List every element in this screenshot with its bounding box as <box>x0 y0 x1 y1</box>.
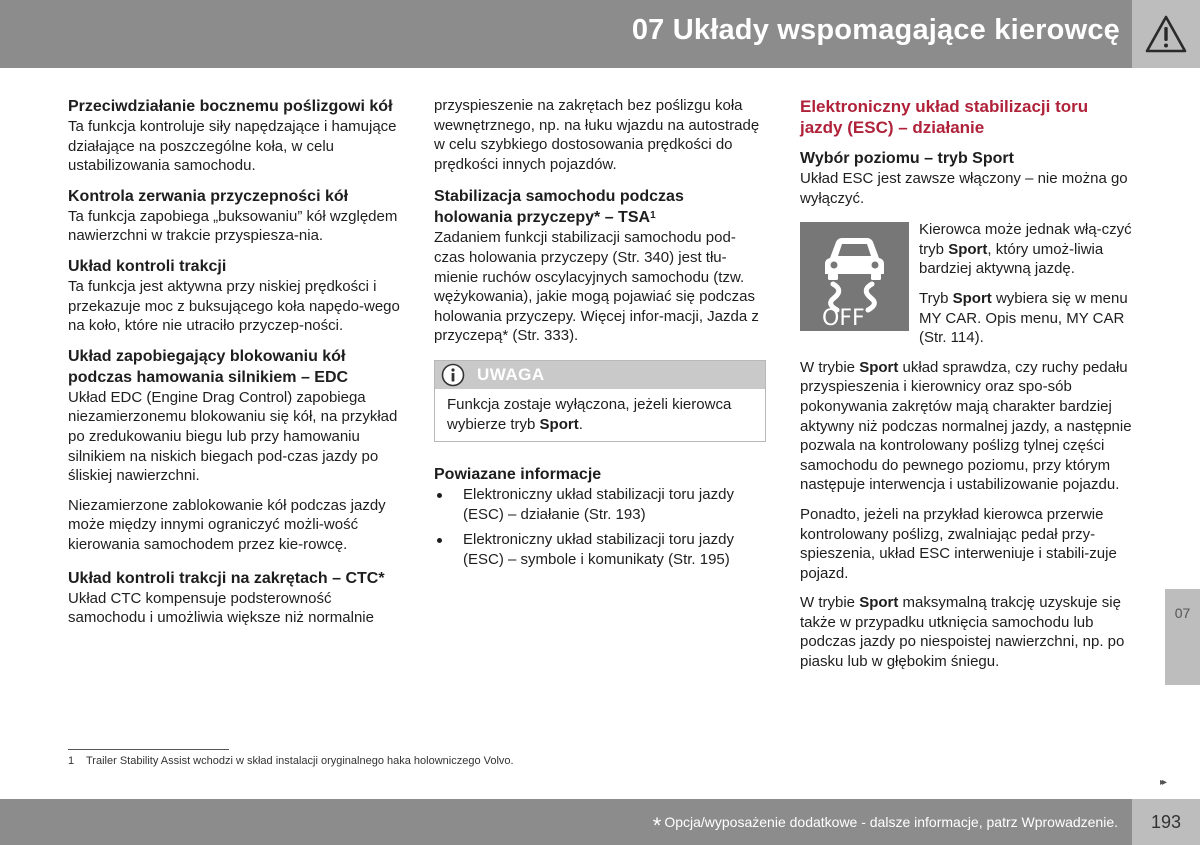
section-title: Przeciwdziałanie bocznemu poślizgowi kół <box>68 98 393 115</box>
footer-text: Opcja/wyposażenie dodatkowe - dalsze informacje, patrz Wprowadzenie. <box>664 814 1118 830</box>
text-run-bold: Sport <box>859 594 899 612</box>
section-body <box>800 358 1132 495</box>
section-body: Ta funkcja jest aktywna przy niskiej prędkości i przekazuje moc z buksującego koła napędo-wego na koło, które nie utraciło przyczep-ności. <box>68 277 400 335</box>
footnote-number: 1 <box>68 755 75 767</box>
section-body: Zadaniem funkcji stabilizacji samochodu pod-czas holowania przyczepy (Str. 340) jest tłu-mienie ruchów oscylacyjnych samochodu (tzw. wężykowania), jakie mogą pojawiać się podczas holowania przyczepy. Więcej infor-macji, Jazda z przyczepą* (Str. 333). <box>434 229 759 345</box>
next-page-icon[interactable]: ▸▸ <box>1160 777 1165 788</box>
footer-note <box>653 813 1118 839</box>
section-body <box>919 220 1132 279</box>
text-run: Kierowca może jednak włą-czyć tryb <box>919 221 1132 258</box>
text-run-bold: Sport <box>859 358 899 376</box>
esc-off-row <box>800 220 1132 348</box>
asterisk: * <box>652 813 662 838</box>
header-bar <box>0 0 1132 68</box>
text-run: W trybie <box>800 594 860 612</box>
footnote <box>68 755 514 767</box>
note-text: . <box>578 415 583 433</box>
esc-side-text <box>919 220 1132 348</box>
chapter-tab[interactable]: 07 <box>1165 589 1200 685</box>
note-header <box>435 361 765 389</box>
section-body: Niezamierzone zablokowanie kół podczas jazdy może między innymi ograniczyć możli-wość kierowania samochodem przez kie-rowcę. <box>68 496 386 553</box>
warning-triangle-icon <box>1144 14 1188 54</box>
related-list <box>434 485 766 569</box>
esc-off-label: OFF <box>822 306 865 332</box>
text-run: układ sprawdza, czy ruchy pedału przyspieszenia i kierownicy oraz spo-sób pokonywania zakrętów mają charakter bardziej aktywny niż podczas normalnej jazdy, a następnie pozwala na kontrolowany poślizg tylnej części samochodu do pewnego poziomu, przy którym następuje interwencja i ustabilizowanie pojazdu. <box>800 358 1132 494</box>
section-main-title: Elektroniczny układ stabilizacji toru jazdy (ESC) – działanie <box>800 97 1089 137</box>
text-run-bold: Sport <box>952 289 992 307</box>
column-left <box>68 96 400 638</box>
section-title: Układ kontroli trakcji <box>68 257 227 275</box>
note-box <box>434 360 766 442</box>
text-run: wybiera się w menu MY CAR. Opis menu, MY CAR (Str. 114). <box>919 289 1128 347</box>
section-body: Ponadto, jeżeli na przykład kierowca przerwie kontrolowany poślizg, zwalniając pedał przy-spieszenia, układ ESC interweniuje i stabili-zuje pojazd. <box>800 505 1117 582</box>
text-run: Tryb <box>919 289 953 307</box>
section-title: Powiazane informacje <box>434 466 602 484</box>
text-run-bold: Sport <box>948 240 988 258</box>
chapter-title: 07 Układy wspomagające kierowcę <box>631 14 1120 46</box>
warning-box <box>1132 0 1200 68</box>
section-body: Układ EDC (Engine Drag Control) zapobiega niezamierzonemu blokowaniu się kół, na przykład po zredukowaniu biegu lub przy hamowaniu silnikiem na niskich biegach pod-czas jazdy po śliskiej nawierzchni. <box>68 388 398 485</box>
column-middle <box>434 96 766 576</box>
related-link[interactable]: Elektroniczny układ stabilizacji toru jazdy (ESC) – działanie (Str. 193) <box>434 485 766 524</box>
section-body: Układ ESC jest zawsze włączony – nie można go wyłączyć. <box>800 170 1128 207</box>
section-body <box>800 593 1132 671</box>
related-link[interactable]: Elektroniczny układ stabilizacji toru jazdy (ESC) – symbole i komunikaty (Str. 195) <box>434 530 766 569</box>
section-title: Kontrola zerwania przyczepności kół <box>68 187 349 205</box>
footer-bar <box>0 799 1132 845</box>
section-body: Układ CTC kompensuje podsterowność samochodu i umożliwia większe niż normalnie <box>68 589 374 627</box>
section-body: przyspieszenie na zakrętach bez poślizgu koła wewnętrznego, np. na łuku wjazdu na autostradę w celu szybkiego dostosowania prędkości do prędkości innych pojazdów. <box>434 97 760 173</box>
note-text-bold: Sport <box>539 415 579 433</box>
note-text: Funkcja zostaje wyłączona, jeżeli kierowca wybierze tryb <box>447 395 732 433</box>
text-run: , który umoż-liwia bardziej aktywną jazdę. <box>919 240 1104 278</box>
text-run: maksymalną trakcję uzyskuje się także w przypadku utknięcia samochodu lub podczas jazdy po niespoistej nawierzchni, np. po piasku lub w głębokim śniegu. <box>800 594 1125 671</box>
footnote-divider <box>68 749 229 750</box>
footnote-text: Trailer Stability Assist wchodzi w skład instalacji oryginalnego haka holowniczego Volvo. <box>86 755 514 767</box>
tsa-title-text: Stabilizacja samochodu podczas holowania przyczepy* – TSA <box>434 188 684 227</box>
text-run: W trybie <box>800 358 860 376</box>
section-body <box>919 289 1132 348</box>
esc-off-symbol <box>800 222 909 331</box>
note-body <box>435 389 765 441</box>
page-number: 193 <box>1132 799 1200 845</box>
section-body: Ta funkcja zapobiega „buksowaniu” kół względem nawierzchni w trakcie przyspiesza-nia. <box>68 207 398 245</box>
section-title <box>434 186 766 228</box>
footnote-ref: 1 <box>650 210 656 222</box>
section-title: Układ kontroli trakcji na zakrętach – CTC* <box>68 569 385 587</box>
section-title: Wybór poziomu – tryb Sport <box>800 150 1014 167</box>
column-right <box>800 96 1132 682</box>
esc-skid-car-icon <box>800 222 909 331</box>
note-label: UWAGA <box>477 365 545 385</box>
info-icon <box>441 363 465 387</box>
section-body: Ta funkcja kontroluje siły napędzające i hamujące działające na poszczególne koła, w celu ustabilizowania samochodu. <box>68 118 397 175</box>
section-title: Układ zapobiegający blokowaniu kół podczas hamowania silnikiem – EDC <box>68 347 349 386</box>
